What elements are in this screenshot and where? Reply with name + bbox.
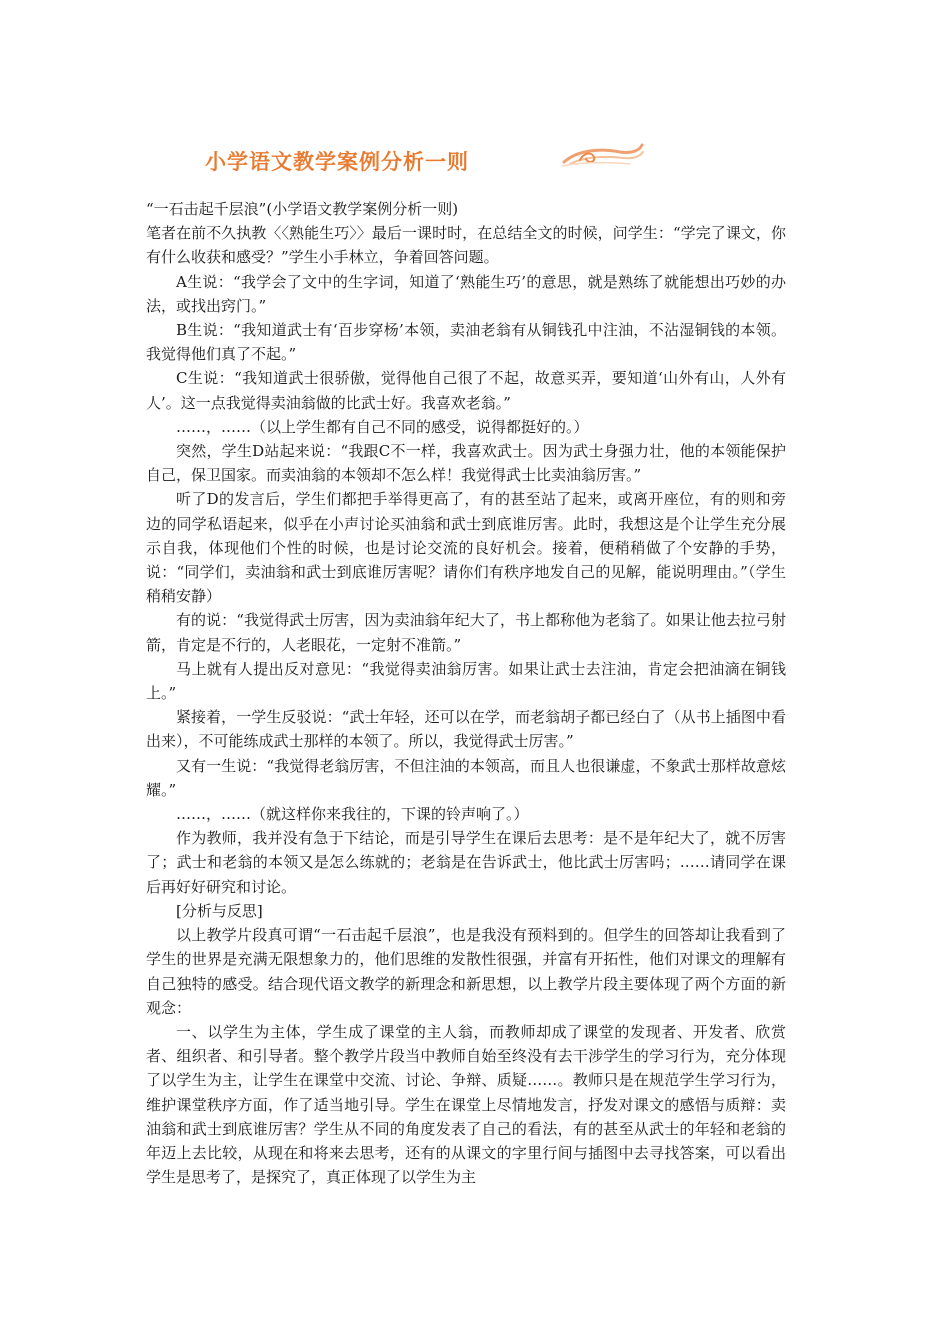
paragraph: C生说：“我知道武士很骄傲，觉得他自己很了不起，故意买弄，要知道‘山外有山，人外有人’。这一点我觉得卖油翁做的比武士好。我喜欢老翁。”	[146, 369, 786, 412]
title-area	[205, 140, 665, 190]
paragraph: 以上教学片段真可谓“一石击起千层浪”，也是我没有预料到的。但学生的回答却让我看到了学生的世界是充满无限想象力的，他们思维的发散性很强，并富有开拓性，他们对课文的理解有自己独特的感受。结合现代语文教学的新理念和新思想，以上教学片段主要体现了两个方面的新观念：	[146, 926, 786, 1017]
paragraph: 又有一生说：“我觉得老翁厉害，不但注油的本领高，而且人也很谦虚，不象武士那样故意炫耀。”	[146, 756, 786, 799]
orange-swirl-flourish-icon	[560, 140, 645, 172]
paragraph: 紧接着，一学生反驳说：“武士年轻，还可以在学，而老翁胡子都已经白了（从书上插图中看出来），不可能练成武士那样的本领了。所以，我觉得武士厉害。”	[146, 708, 786, 751]
paragraph: 有的说：“我觉得武士厉害，因为卖油翁年纪大了，书上都称他为老翁了。如果让他去拉弓射箭，肯定是不行的，人老眼花，一定射不准箭。”	[146, 611, 786, 654]
article-body	[146, 197, 786, 1189]
paragraph: 笔者在前不久执教〈〈熟能生巧〉〉最后一课时时，在总结全文的时候，问学生：“学完了课文，你有什么收获和感受？”学生小手林立，争着回答问题。	[146, 224, 786, 267]
paragraph: ……，……（以上学生都有自己不同的感受，说得都挺好的。）	[176, 417, 589, 436]
paragraph: A生说：“我学会了文中的生字词，知道了‘熟能生巧’的意思，就是熟练了就能想出巧妙的办法，或找出窍门。”	[146, 272, 786, 315]
paragraph: ……，……（就这样你来我往的，下课的铃声响了。）	[176, 805, 529, 824]
page-title: 小学语文教学案例分析一则	[205, 150, 469, 174]
paragraph: 作为教师，我并没有急于下结论，而是引导学生在课后去思考：是不是年纪大了，就不厉害了；武士和老翁的本领又是怎么练就的；老翁是在告诉武士，他比武士厉害吗；……请同学在课后再好好研究和讨论。	[146, 829, 786, 896]
paragraph: 突然，学生D站起来说：“我跟C不一样，我喜欢武士。因为武士身强力壮，他的本领能保护自己，保卫国家。而卖油翁的本领却不怎么样！我觉得武士比卖油翁厉害。”	[146, 442, 786, 485]
article-subtitle: “一石击起千层浪”(小学语文教学案例分析一则)	[146, 200, 459, 218]
paragraph: B生说：“我知道武士有‘百步穿杨’本领，卖油老翁有从铜钱孔中注油，不沾湿铜钱的本领。我觉得他们真了不起。”	[146, 321, 786, 364]
paragraph: 听了D的发言后，学生们都把手举得更高了，有的甚至站了起来，或离开座位，有的则和旁边的同学私语起来，似乎在小声讨论买油翁和武士到底谁厉害。此时，我想这是个让学生充分展示自我，体现他们个性的时候，也是讨论交流的良好机会。接着，便稍稍做了个安静的手势，说：“同学们，卖油翁和武士到底谁厉害呢？请你们有秩序地发自己的见解，能说明理由。”（学生稍稍安静）	[146, 490, 786, 606]
section-heading: [分析与反思]	[176, 901, 263, 920]
paragraph: 马上就有人提出反对意见：“我觉得卖油翁厉害。如果让武士去注油，肯定会把油滴在铜钱上。”	[146, 659, 786, 703]
paragraph: 一、以学生为主体，学生成了课堂的主人翁，而教师却成了课堂的发现者、开发者、欣赏者、组织者、和引导者。整个教学片段当中教师自始至终没有去干涉学生的学习行为，充分体现了以学生为主，让学生在课堂中交流、讨论、争辩、质疑……。教师只是在规范学生学习行为，维护课堂秩序方面，作了适当地引导。学生在课堂上尽情地发言，抒发对课文的感悟与质辩：卖油翁和武士到底谁厉害？学生从不同的角度发表了自己的看法，有的甚至从武士的年轻和老翁的年迈上去比较，从现在和将来去思考，还有的从课文的字里行间与插图中去寻找答案，可以看出学生是思考了，是探究了，真正体现了以学生为主	[146, 1022, 786, 1187]
